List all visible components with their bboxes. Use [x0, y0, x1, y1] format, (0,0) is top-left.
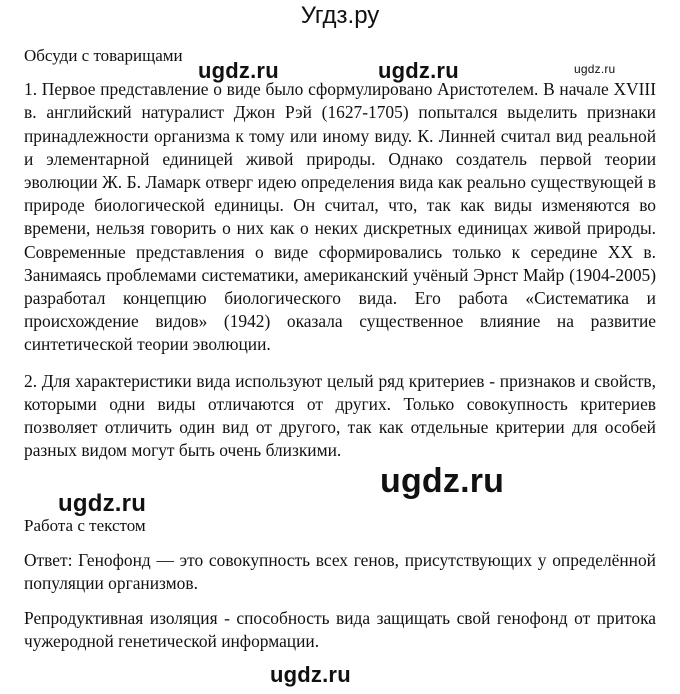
section-heading-text-work: Работа с текстом: [24, 516, 146, 536]
document-content: [24, 44, 656, 653]
paragraph-species-history: 1. Первое представление о виде было сформулировано Аристотелем. В начале XVIII в. английский натуралист Джон Рэй (1627-1705) попытался выделить признаки принадлежности организма к тому или иному виду. К. Линней считал вид реальной и элементарной единицей живой природы. Однако создатель первой теории эволюции Ж. Б. Ламарк отверг идею определения вида как реально существующей в природе биологической единицы. Он считал, что, так как виды изменяются во времени, нельзя говорить о них как о неких дискретных единицах живой природы. Современные представления о виде сформировались только к середине XX в. Занимаясь проблемами систематики, американский учёный Эрнст Майр (1904-2005) разработал концепцию биологического вида. Его работа «Систематика и происхождение видов» (1942) оказала существенное влияние на развитие синтетической теории эволюции.: [24, 79, 656, 355]
watermark: ugdz.ru: [574, 62, 616, 76]
section-heading-discuss: Обсуди с товарищами: [24, 46, 183, 65]
paragraph-species-criteria: 2. Для характеристики вида используют целый ряд критериев - признаков и свойств, которыми одни виды отличаются от других. Только совокупность критериев позволяет отличить один вид от другого, так как отдельные критерии для особей разных видом могут быть очень близкими.: [24, 370, 656, 461]
watermark: ugdz.ru: [58, 490, 147, 517]
watermark: ugdz.ru: [270, 662, 351, 687]
watermark: ugdz.ru: [380, 462, 505, 500]
paragraph-reproductive-isolation: Репродуктивная изоляция - способность вида защищать свой генофонд от притока чужеродной генетической информации.: [24, 608, 656, 652]
site-title: Угдз.ру: [300, 2, 380, 29]
watermark: ugdz.ru: [378, 58, 459, 83]
watermark: ugdz.ru: [198, 58, 279, 83]
paragraph-answer-genepool: Ответ: Генофонд — это совокупность всех генов, присутствующих у определённой популяции организмов.: [24, 549, 656, 593]
